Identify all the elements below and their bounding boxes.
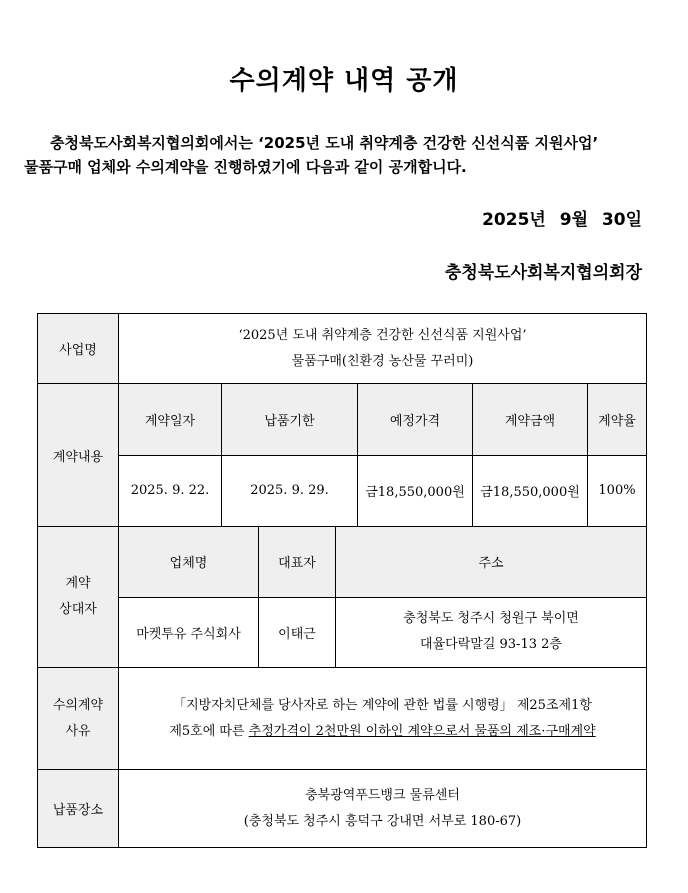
representative-value: 이태근 xyxy=(259,597,336,667)
announcement-date: 2025년 9월 30일 xyxy=(482,210,642,230)
address-line-2: 대율다락말길 93-13 2층 xyxy=(420,637,562,653)
project-name-line-2: 물품구매(친환경 농산물 꾸러미) xyxy=(291,353,474,369)
project-name-cell xyxy=(119,314,647,384)
delivery-deadline-header: 납품기한 xyxy=(222,384,358,455)
contract-date-value: 2025. 9. 22. xyxy=(119,455,222,526)
contract-date-header: 계약일자 xyxy=(119,384,222,455)
reason-line-2-underlined: 추정가격이 2천만원 이하인 계약으로서 물품의 제조·구매계약 xyxy=(248,723,596,739)
reason-label-line-2: 사유 xyxy=(65,723,91,739)
counterparty-cell xyxy=(119,527,647,668)
contract-content-label: 계약내용 xyxy=(38,384,119,527)
project-label: 사업명 xyxy=(38,314,119,384)
company-name-header: 업체명 xyxy=(119,527,259,597)
company-name-value: 마켓투유 주식회사 xyxy=(119,597,259,667)
contract-rate-value: 100% xyxy=(588,455,647,526)
reason-line-2-prefix: 제5호에 따른 xyxy=(169,723,249,739)
delivery-place-cell xyxy=(119,770,647,848)
estimated-price-value: 금18,550,000원 xyxy=(358,455,473,526)
counterparty-table xyxy=(119,527,646,667)
representative-header: 대표자 xyxy=(259,527,336,597)
organization-name: 충청북도사회복지협의회장 xyxy=(444,263,642,283)
address-header: 주소 xyxy=(336,527,647,597)
project-name-line-1: ‘2025년 도내 취약계층 건강한 신선식품 지원사업’ xyxy=(238,327,527,343)
contract-disclosure-table xyxy=(37,313,647,848)
address-value xyxy=(336,597,647,667)
delivery-place-line-2: (충청북도 청주시 흥덕구 강내면 서부로 180-67) xyxy=(243,813,522,829)
contract-content-table xyxy=(119,384,646,526)
counterparty-label-line-2: 상대자 xyxy=(59,602,97,617)
reason-cell xyxy=(119,668,647,770)
contract-amount-header: 계약금액 xyxy=(473,384,588,455)
reason-label xyxy=(38,668,119,770)
address-line-1: 충청북도 청주시 청원구 북이면 xyxy=(403,611,579,627)
reason-line-1: 「지방자치단체를 당사자로 하는 계약에 관한 법률 시행령」 제25조제1항 xyxy=(173,697,592,713)
estimated-price-header: 예정가격 xyxy=(358,384,473,455)
intro-line-1: 충청북도사회복지협의회에서는 ‘2025년 도내 취약계층 건강한 신선식품 지원사업’ xyxy=(50,134,599,152)
page-title: 수의계약 내역 공개 xyxy=(229,66,459,96)
contract-amount-value: 금18,550,000원 xyxy=(473,455,588,526)
delivery-place-label: 납품장소 xyxy=(38,770,119,848)
delivery-deadline-value: 2025. 9. 29. xyxy=(222,455,358,526)
delivery-place-line-1: 충북광역푸드뱅크 물류센터 xyxy=(305,787,460,803)
reason-line-2 xyxy=(119,719,646,745)
counterparty-label-line-1: 계약 xyxy=(65,576,91,591)
contract-rate-header: 계약율 xyxy=(588,384,647,455)
intro-line-2: 물품구매 업체와 수의계약을 진행하였기에 다음과 같이 공개합니다. xyxy=(24,158,467,176)
contract-content-cell xyxy=(119,384,647,527)
reason-label-line-1: 수의계약 xyxy=(52,697,104,713)
counterparty-label xyxy=(38,527,119,668)
